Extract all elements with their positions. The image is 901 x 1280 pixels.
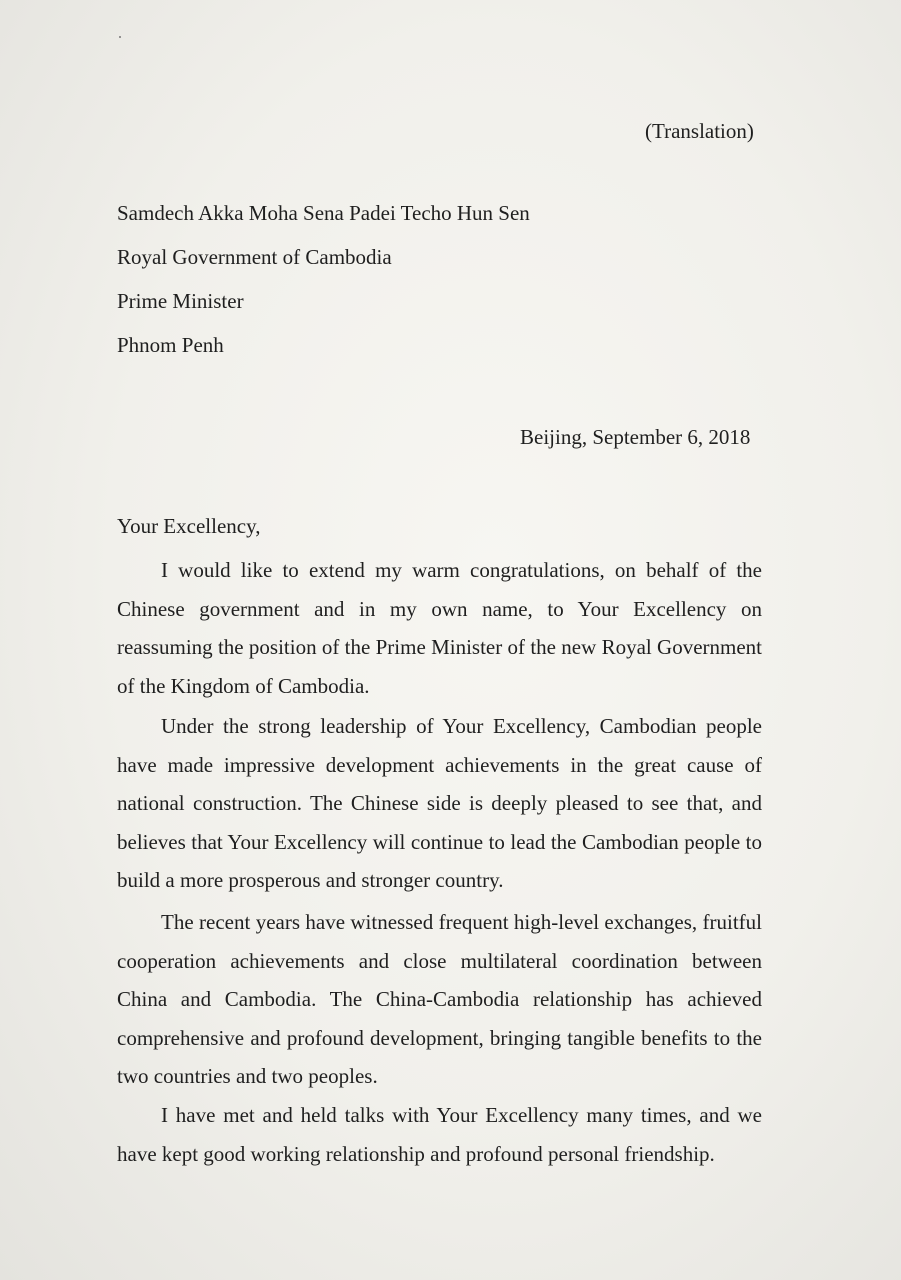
body-paragraph-2: Under the strong leadership of Your Excellency, Cambodian people have made impressive development achievements in the great cause of national construction. The Chinese side is deeply pleased to see that, and believes that Your Excellency will continue to lead the Cambodian people to build a more prosperous and stronger country. <box>117 714 762 893</box>
paper-speck <box>119 36 121 38</box>
salutation: Your Excellency, <box>117 514 261 538</box>
body-paragraph-3: The recent years have witnessed frequent high-level exchanges, fruitful cooperation achievements and close multilateral coordination between China and Cambodia. The China-Cambodia relationship has achieved comprehensive and profound development, bringing tangible benefits to the two countries and two peoples. <box>117 910 762 1089</box>
place-date: Beijing, September 6, 2018 <box>520 425 751 449</box>
body-paragraph-1: I would like to extend my warm congratulations, on behalf of the Chinese government and in my own name, to Your Excellency on reassuming the position of the Prime Minister of the new Royal Government of the Kingdom of Cambodia. <box>117 558 762 698</box>
recipient-organization: Royal Government of Cambodia <box>117 245 392 269</box>
translation-note: (Translation) <box>645 119 754 143</box>
recipient-name: Samdech Akka Moha Sena Padei Techo Hun Sen <box>117 201 530 225</box>
body-paragraph-4: I have met and held talks with Your Excellency many times, and we have kept good working relationship and profound personal friendship. <box>117 1103 762 1166</box>
recipient-city: Phnom Penh <box>117 333 224 357</box>
recipient-title: Prime Minister <box>117 289 244 313</box>
